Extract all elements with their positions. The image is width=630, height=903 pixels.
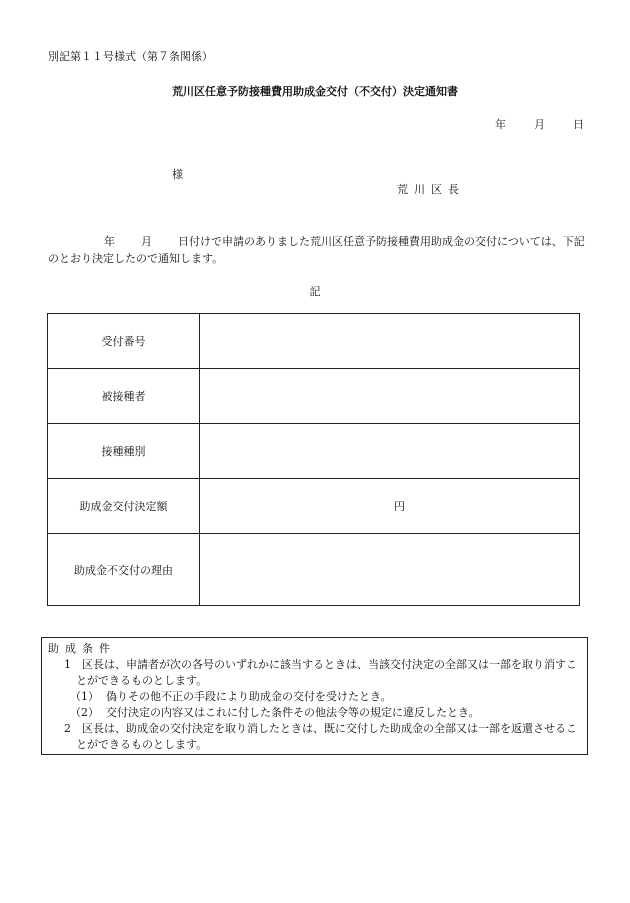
body-text-line2: のとおり決定したので通知します。 xyxy=(48,252,224,265)
sub-text: 偽りその他不正の手段により助成金の交付を受けたとき。 xyxy=(106,690,392,703)
conditions-heading: 助成条件 xyxy=(48,642,116,655)
row-value-yen: 円 xyxy=(200,479,580,534)
row-label: 助成金交付決定額 xyxy=(48,479,200,534)
body-year: 年 xyxy=(104,235,115,248)
issuer: 荒川区長 xyxy=(397,183,465,196)
date-month: 月 xyxy=(534,118,545,131)
row-label: 接種種別 xyxy=(48,424,200,479)
sub-number: （1） xyxy=(70,690,99,703)
condition-item-1: 1 区長は、申請者が次の各号のいずれかに該当するときは、当該交付決定の全部又は一部を取り消すことができるものとします。 xyxy=(64,658,577,687)
table-row xyxy=(48,314,580,369)
row-value xyxy=(200,369,580,424)
condition-sub-1 xyxy=(48,689,581,705)
body-month: 月 xyxy=(141,235,152,248)
details-table xyxy=(47,313,580,606)
ki-heading: 記 xyxy=(309,285,321,298)
sub-text: 交付決定の内容又はこれに付した条件その他法令等の規定に違反したとき。 xyxy=(106,706,480,719)
notice-body xyxy=(48,233,588,267)
table-row xyxy=(48,534,580,606)
date-day: 日 xyxy=(573,118,584,131)
sub-number: （2） xyxy=(70,706,99,719)
row-label: 助成金不交付の理由 xyxy=(48,534,200,606)
row-value xyxy=(200,534,580,606)
condition-item-2: 2 区長は、助成金の交付決定を取り消したときは、既に交付した助成金の全部又は一部を返還させることができるものとします。 xyxy=(64,722,577,751)
row-label: 受付番号 xyxy=(48,314,200,369)
table-row xyxy=(48,369,580,424)
addressee-suffix: 様 xyxy=(172,168,183,181)
table-row xyxy=(48,479,580,534)
document-title: 荒川区任意予防接種費用助成金交付（不交付）決定通知書 xyxy=(172,85,458,98)
conditions-box xyxy=(41,637,588,755)
row-label: 被接種者 xyxy=(48,369,200,424)
table-row xyxy=(48,424,580,479)
date-year: 年 xyxy=(495,118,506,131)
body-text-line1: 日付けで申請のありました荒川区任意予防接種費用助成金の交付については、下記 xyxy=(178,235,585,248)
condition-sub-2 xyxy=(48,705,581,721)
row-value xyxy=(200,314,580,369)
date-line xyxy=(467,116,584,132)
form-label: 別記第１１号様式（第７条関係） xyxy=(48,50,213,63)
row-value xyxy=(200,424,580,479)
